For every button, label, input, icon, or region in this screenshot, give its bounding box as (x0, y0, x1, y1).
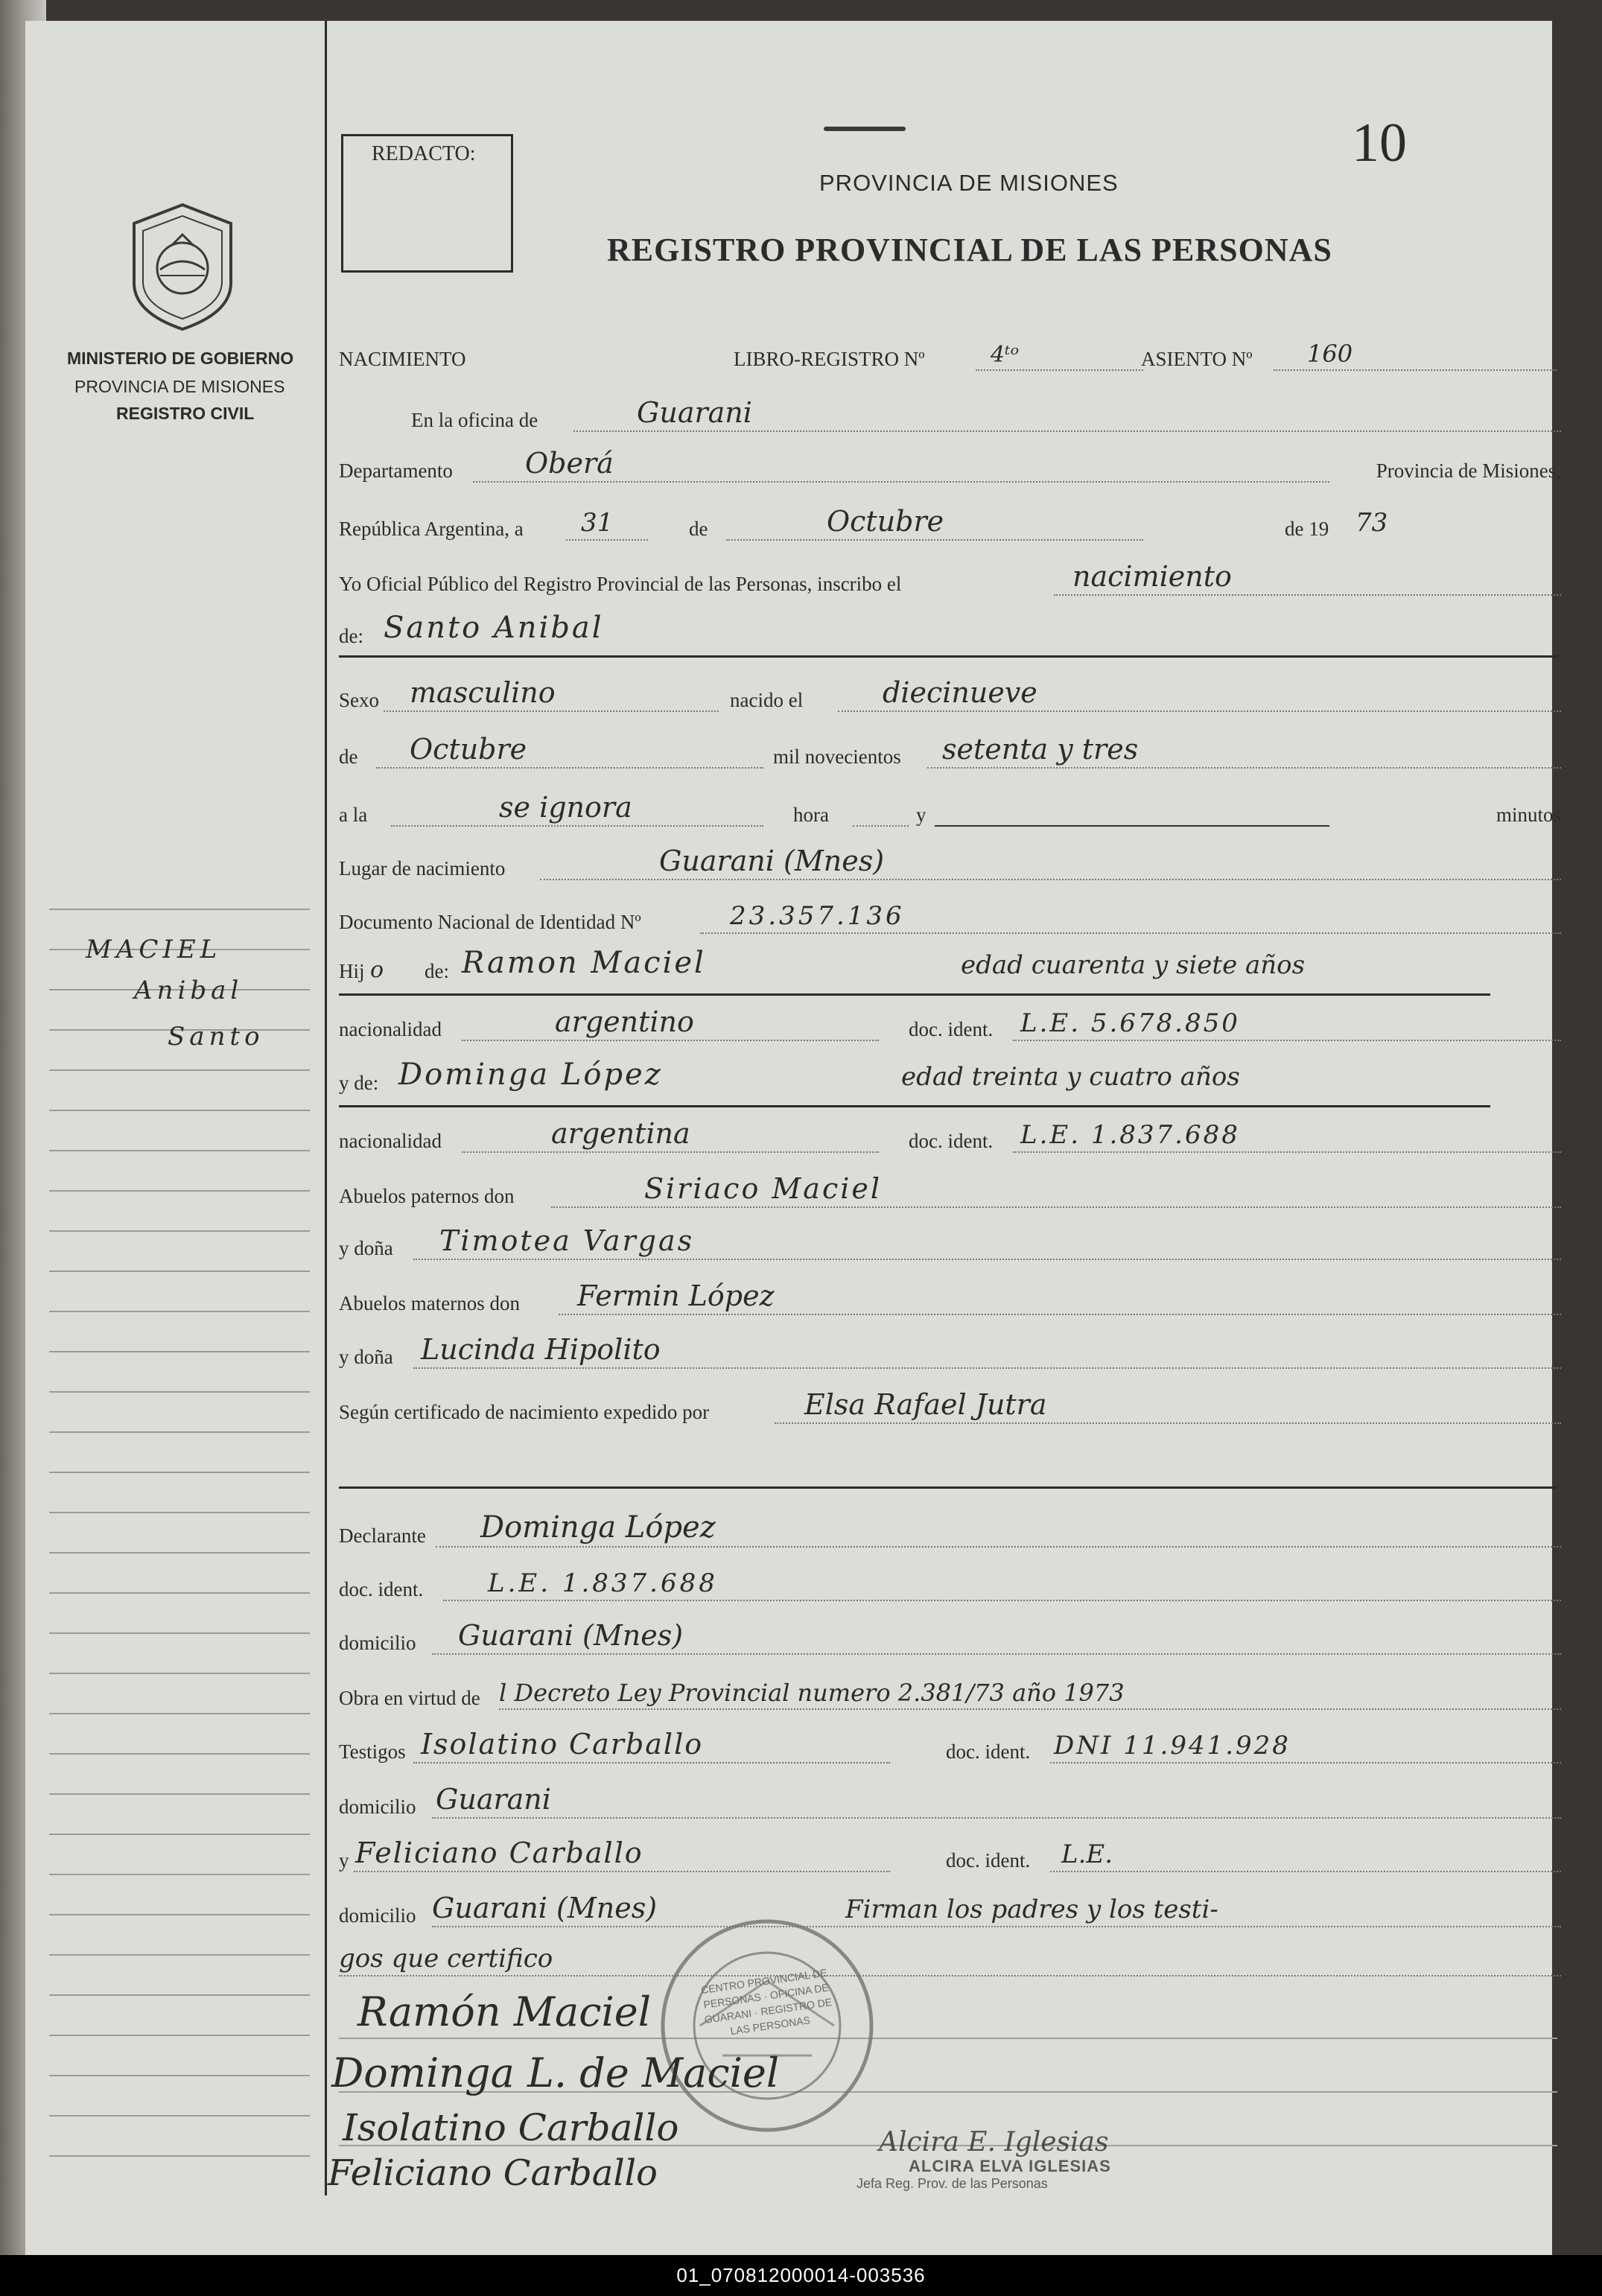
row-lugar (339, 837, 1561, 891)
row-nac2 (339, 1110, 1561, 1163)
doc4-label: doc. ident. (946, 1740, 1031, 1763)
margin-note-middle-name: Anibal (134, 976, 244, 1005)
asiento-label: ASIENTO Nº (1141, 348, 1253, 370)
testigos-label: Testigos (339, 1740, 406, 1763)
margin-ruled-line (49, 2155, 310, 2157)
anio-label: de 19 (1285, 518, 1329, 540)
y2-label: y (339, 1849, 349, 1872)
doc1-label: doc. ident. (909, 1018, 994, 1040)
row-doc3 (339, 1558, 1561, 1612)
hijo-label: Hij (339, 960, 365, 982)
abuela-p-value: Timotea Vargas (439, 1224, 695, 1257)
abuelo-p-value: Siriaco Maciel (644, 1172, 883, 1205)
margin-ruled-line (49, 1271, 310, 1272)
declarante-label: Declarante (339, 1524, 426, 1547)
padre-edad-value: edad cuarenta y siete años (961, 950, 1306, 980)
madre-underline (339, 1105, 1490, 1107)
official-name-stamp: ALCIRA ELVA IGLESIAS (909, 2157, 1111, 2175)
row-sexo (339, 669, 1561, 722)
row-abuela-m (339, 1326, 1561, 1379)
margin-ruled-line (49, 1874, 310, 1875)
margin-ruled-line (49, 1914, 310, 1915)
row-domicilio3 (339, 1884, 1561, 1938)
margin-ruled-line (49, 1110, 310, 1111)
row-certificado (339, 1381, 1561, 1434)
row-oficina (339, 389, 1561, 442)
ministry-registry-line: REGISTRO CIVIL (116, 404, 255, 423)
provincia-label: Provincia de Misiones, (1376, 459, 1561, 482)
margin-note-surname: MACIEL (86, 935, 222, 964)
margin-ruled-line (49, 1753, 310, 1755)
padre-value: Ramon Maciel (462, 946, 706, 980)
row-abuela-p (339, 1217, 1561, 1271)
dia-value: 31 (581, 508, 614, 538)
redacto-box (341, 134, 513, 273)
margin-ruled-line (49, 1793, 310, 1795)
doc2-value: L.E. 1.837.688 (1020, 1120, 1240, 1150)
certificado-label: Según certificado de nacimiento expedido por (339, 1401, 710, 1423)
domicilio2-value: Guarani (436, 1783, 551, 1816)
domicilio1-label: domicilio (339, 1632, 416, 1654)
domicilio3-value: Guarani (Mnes) (432, 1892, 658, 1924)
libro-label: LIBRO-REGISTRO Nº (734, 348, 925, 370)
obra-value: l Decreto Ley Provincial numero 2.381/73 año 1973 (499, 1679, 1125, 1707)
top-ink-mark (824, 127, 906, 131)
hijo-underline (339, 993, 1490, 996)
doc5-label: doc. ident. (946, 1849, 1031, 1872)
domicilio3-label: domicilio (339, 1904, 416, 1927)
margin-ruled-line (49, 2035, 310, 2036)
nacido-label: nacido el (730, 689, 804, 711)
image-caption: 01_070812000014-003536 (0, 2255, 1602, 2296)
row-hora (339, 783, 1561, 837)
oficina-label: En la oficina de (411, 409, 538, 431)
row-nombre (339, 605, 1561, 658)
margin-ruled-line (49, 1592, 310, 1594)
province-heading: PROVINCIA DE MISIONES (819, 170, 1119, 196)
row-obra (339, 1667, 1561, 1720)
doc3-label: doc. ident. (339, 1578, 424, 1600)
margin-ruled-line (49, 1391, 310, 1393)
domicilio2-label: domicilio (339, 1796, 416, 1818)
row-nac1 (339, 998, 1561, 1052)
hijo-de-label: de: (425, 960, 449, 982)
yo-oficial-label: Yo Oficial Público del Registro Provincial de las Personas, inscribo el (339, 573, 902, 595)
lugar-label: Lugar de nacimiento (339, 857, 506, 880)
declarante-divider (339, 1486, 1557, 1489)
row-libro (339, 328, 1561, 381)
doc3-value: L.E. 1.837.688 (488, 1568, 718, 1598)
testigo2-value: Feliciano Carballo (355, 1837, 643, 1869)
abuelos-p-label: Abuelos paternos don (339, 1185, 515, 1207)
testigo1-value: Isolatino Carballo (421, 1728, 704, 1761)
y-label: y (916, 804, 926, 826)
abuelo-m-value: Fermin López (577, 1279, 775, 1312)
row-declarante (339, 1504, 1561, 1558)
ministry-province-line: PROVINCIA DE MISIONES (74, 377, 285, 396)
margin-ruled-line (49, 1552, 310, 1554)
margin-note-first-name: Santo (168, 1022, 264, 1052)
margin-ruled-line (49, 1632, 310, 1634)
row-inscribo (339, 553, 1561, 606)
nac1-label: nacionalidad (339, 1018, 442, 1040)
doc1-value: L.E. 5.678.850 (1020, 1008, 1240, 1038)
margin-ruled-line (49, 1673, 310, 1674)
nacido-mes-value: Octubre (410, 733, 527, 766)
redacto-label: REDACTO: (372, 142, 476, 165)
margin-ruled-line (49, 1994, 310, 1996)
margin-ruled-line (49, 1834, 310, 1835)
certificado-value: Elsa Rafael Jutra (804, 1388, 1047, 1421)
sexo-label: Sexo (339, 689, 379, 711)
mes-value: Octubre (827, 505, 944, 538)
row-departamento (339, 439, 1561, 493)
hora-value: se ignora (499, 791, 632, 824)
page-title: REGISTRO PROVINCIAL DE LAS PERSONAS (607, 232, 1332, 268)
hora-label: hora (793, 804, 829, 826)
libro-value: 4ᵗᵒ (991, 342, 1020, 368)
margin-ruled-line (49, 1351, 310, 1352)
row-hijo (339, 940, 1561, 993)
record-type-label: NACIMIENTO (339, 348, 466, 370)
dni-value: 23.357.136 (730, 901, 905, 931)
margin-ruled-line (49, 1150, 310, 1151)
nombre-value: Santo Anibal (384, 611, 604, 645)
margin-ruled-line (49, 1431, 310, 1433)
republica-label: República Argentina, a (339, 518, 524, 540)
signature-witness-2: Feliciano Carballo (328, 2152, 658, 2194)
ministry-line: MINISTERIO DE GOBIERNO (67, 349, 294, 368)
mil-value: setenta y tres (942, 733, 1139, 766)
official-title-stamp: Jefa Reg. Prov. de las Personas (856, 2176, 1048, 2191)
lugar-value: Guarani (Mnes) (659, 845, 885, 877)
row-fecha (339, 497, 1561, 551)
mil-label: mil novecientos (773, 745, 901, 768)
madre-value: Dominga López (398, 1058, 663, 1092)
margin-ruled-line (49, 1512, 310, 1513)
signature-official: Alcira E. Iglesias (879, 2127, 1109, 2157)
margin-ruled-line (49, 1230, 310, 1232)
row-madre (339, 1052, 1561, 1105)
doc4-value: DNI 11.941.928 (1054, 1731, 1291, 1761)
margin-ruled-line (49, 1190, 310, 1192)
row-testigo1 (339, 1720, 1561, 1774)
margin-ruled-line (49, 909, 310, 910)
dona-m-label: y doña (339, 1346, 393, 1368)
registry-seal-stamp-text: CENTRO PROVINCIAL DE PERSONAS · OFICINA DE GUARANI · REGISTRO DE LAS PERSONAS (700, 1966, 833, 2038)
margin-ruled-line (49, 1472, 310, 1473)
obra-label: Obra en virtud de (339, 1687, 480, 1709)
margin-ruled-line (49, 1311, 310, 1312)
a-la-label: a la (339, 804, 368, 826)
ruled-line (339, 2038, 1557, 2039)
firman-cont-value: gos que certifico (339, 1944, 553, 1974)
de2-label: de (339, 745, 358, 768)
row-abuelo-m (339, 1272, 1561, 1326)
minutos-label: minutos (1495, 804, 1561, 826)
nac2-label: nacionalidad (339, 1130, 442, 1152)
row-firman-cont (339, 1933, 1561, 1987)
departamento-value: Oberá (525, 447, 614, 480)
section-divider (339, 655, 1557, 658)
de-label: de (689, 518, 708, 540)
signature-witness-1: Isolatino Carballo (343, 2106, 679, 2149)
signature-mother: Dominga L. de Maciel (331, 2049, 780, 2096)
nac1-value: argentino (555, 1005, 694, 1038)
margin-ruled-line (49, 1713, 310, 1714)
abuelos-m-label: Abuelos maternos don (339, 1292, 520, 1314)
nac2-value: argentina (551, 1117, 690, 1150)
departamento-label: Departamento (339, 459, 453, 482)
de-nombre-label: de: (339, 625, 363, 647)
domicilio1-value: Guarani (Mnes) (458, 1619, 684, 1652)
dona-p-label: y doña (339, 1237, 393, 1259)
margin-ruled-line (49, 1954, 310, 1956)
declarante-value: Dominga López (480, 1510, 716, 1545)
row-domicilio1 (339, 1612, 1561, 1665)
doc5-value: L.E. (1061, 1839, 1113, 1869)
firman-value: Firman los padres y los testi- (845, 1895, 1218, 1924)
y-de-label: y de: (339, 1072, 379, 1094)
margin-ruled-line (49, 2075, 310, 2076)
madre-edad-value: edad treinta y cuatro años (901, 1062, 1240, 1092)
anio-value: 73 (1355, 508, 1388, 538)
oficina-value: Guarani (637, 396, 752, 429)
asiento-value: 160 (1307, 340, 1353, 368)
acto-value: nacimiento (1072, 560, 1232, 593)
provincial-seal-emblem (127, 201, 238, 331)
sexo-value: masculino (410, 676, 556, 709)
signature-father: Ramón Maciel (357, 1988, 651, 2035)
dni-label: Documento Nacional de Identidad Nº (339, 911, 641, 933)
row-nacido-mes (339, 725, 1561, 779)
row-abuelo-p (339, 1165, 1561, 1218)
row-testigo2 (339, 1829, 1561, 1883)
row-dni (339, 891, 1561, 944)
nacido-value: diecinueve (883, 676, 1037, 709)
doc2-label: doc. ident. (909, 1130, 994, 1152)
margin-ruled-line (49, 1069, 310, 1071)
row-domicilio2 (339, 1775, 1561, 1829)
page-number: 10 (1352, 112, 1407, 174)
abuela-m-value: Lucinda Hipolito (421, 1333, 661, 1366)
margin-ruled-line (49, 2115, 310, 2117)
margin-rule (325, 21, 327, 2195)
hijo-suffix: o (370, 957, 384, 983)
